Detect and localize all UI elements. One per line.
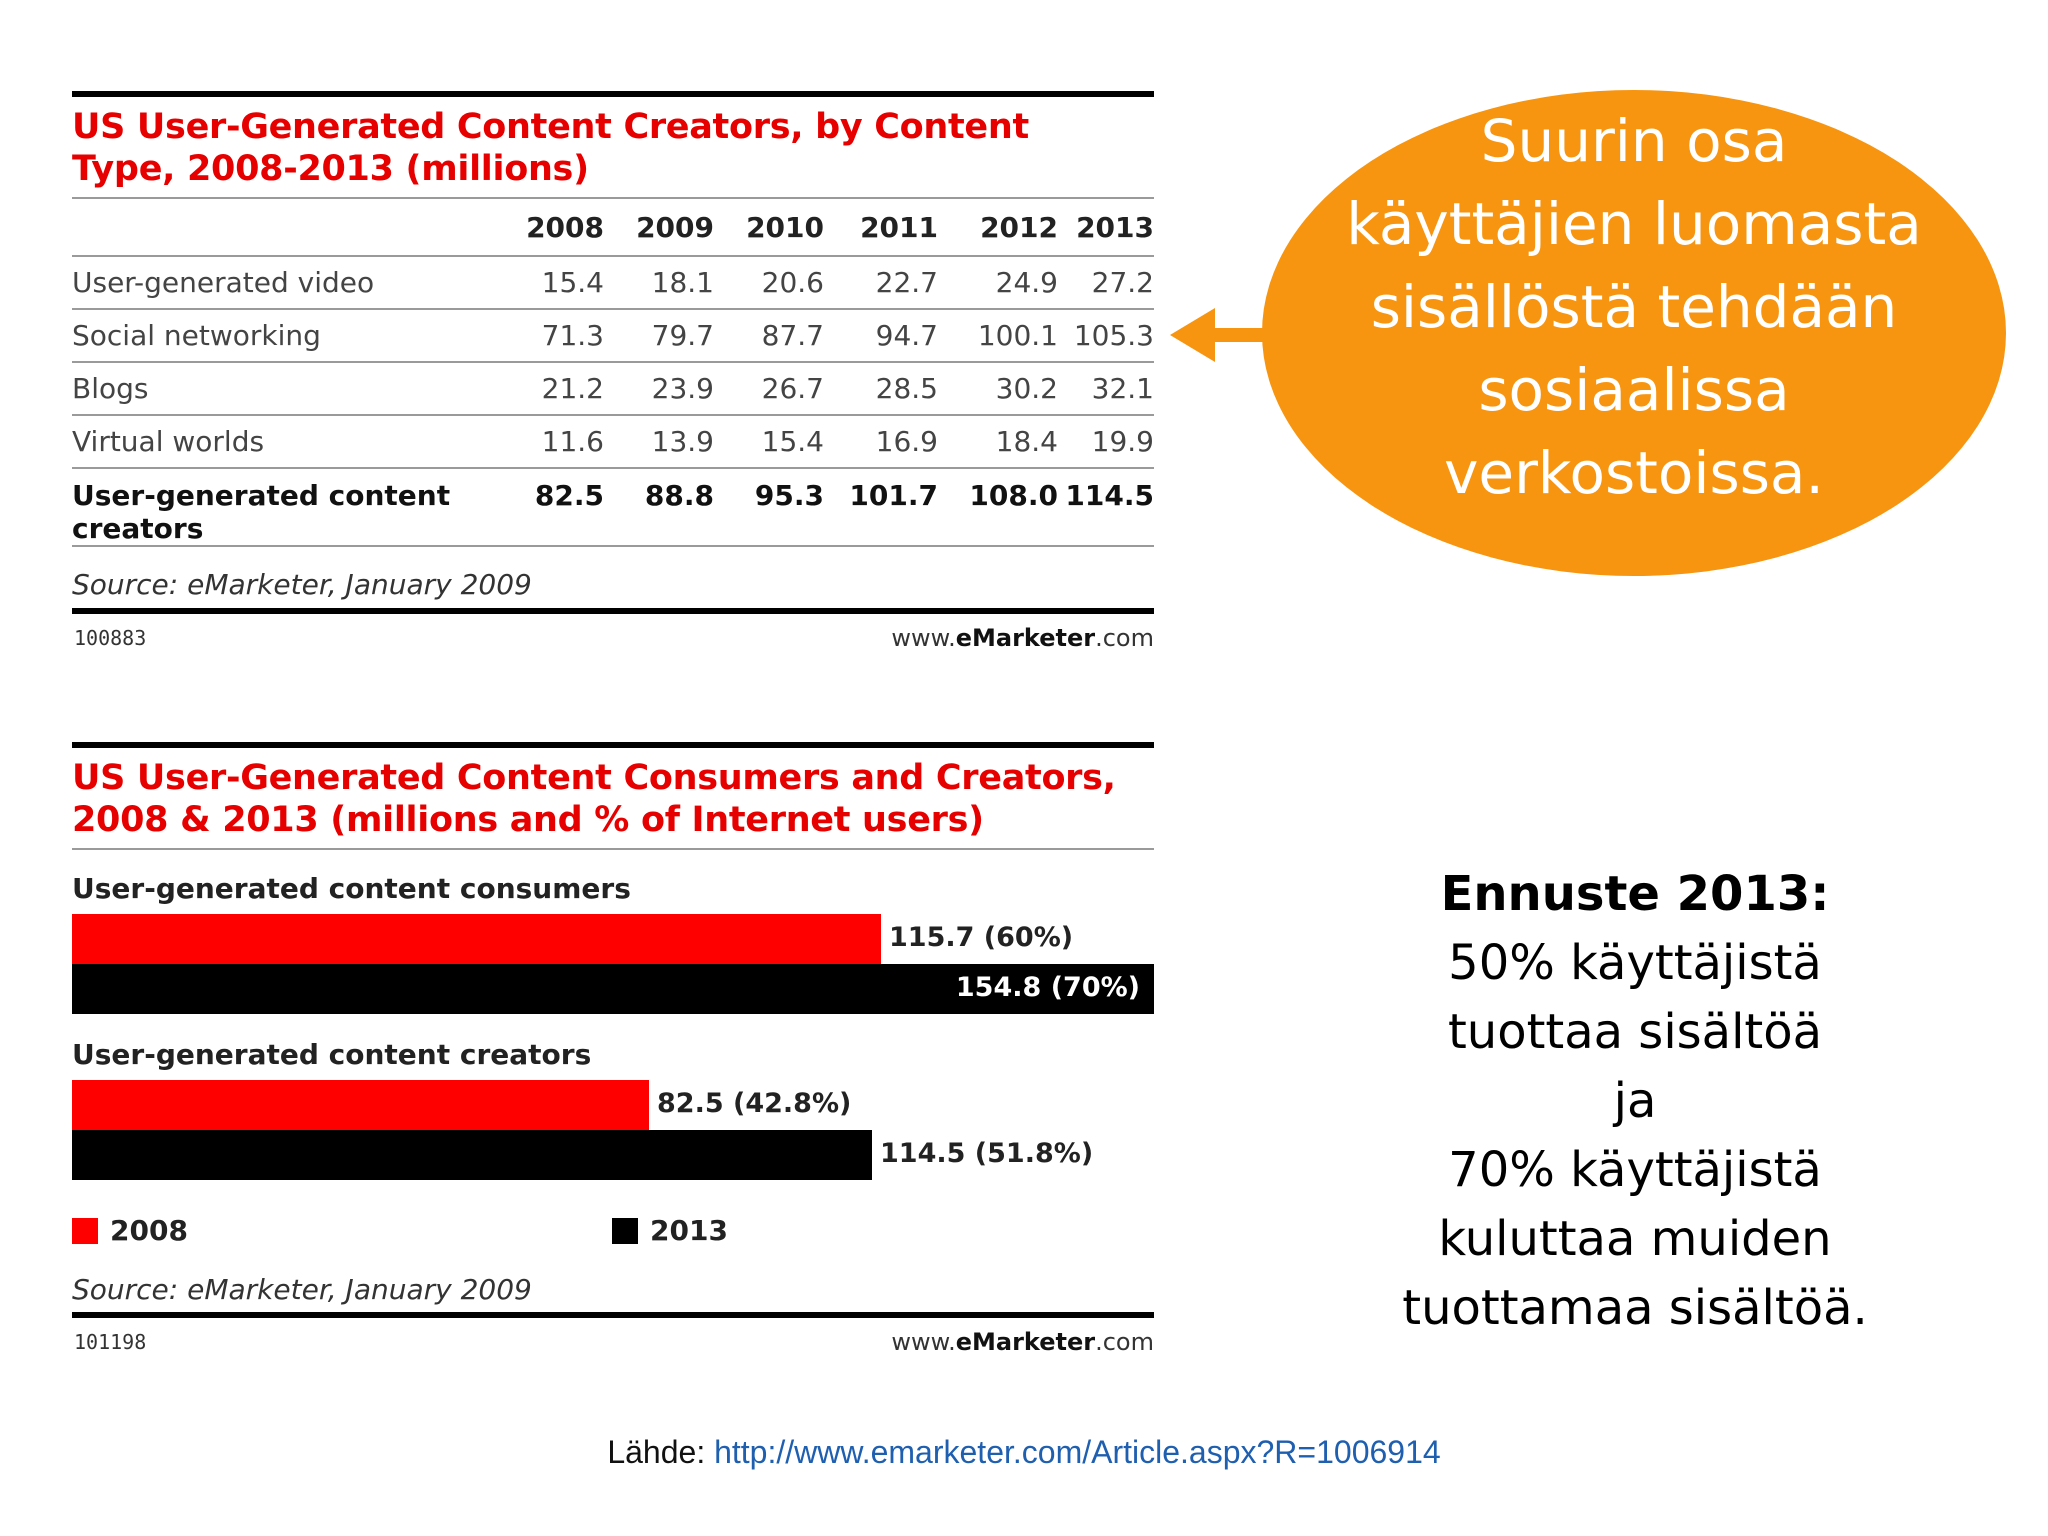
callout-line: verkostoissa. xyxy=(1444,439,1824,507)
table-row xyxy=(72,415,1154,468)
table-cell: 15.4 xyxy=(714,415,824,468)
top-rule xyxy=(72,91,1154,97)
bar-chart-title xyxy=(72,757,1154,841)
table-cell: 94.7 xyxy=(824,309,938,362)
callout-line: sisällöstä tehdään xyxy=(1370,273,1898,341)
total-label-line2: creators xyxy=(72,512,204,545)
brand-name: eMarketer xyxy=(955,1328,1096,1356)
col-header: 2010 xyxy=(714,199,824,256)
brand-prefix: www. xyxy=(891,1328,956,1356)
table-cell: 18.4 xyxy=(938,415,1058,468)
table-chart-brand xyxy=(891,624,1154,652)
forecast-line: kuluttaa muiden xyxy=(1438,1211,1832,1267)
bar-chart-brand xyxy=(891,1328,1154,1356)
bar-value-label: 115.7 (60%) xyxy=(889,922,1074,953)
total-cell: 108.0 xyxy=(938,468,1058,546)
bottom-rule xyxy=(72,608,1154,614)
source-line xyxy=(0,1434,2048,1471)
brand-suffix: .com xyxy=(1095,1328,1154,1356)
callout-line: Suurin osa xyxy=(1480,107,1788,175)
callout-line: käyttäjien luomasta xyxy=(1346,190,1922,258)
bar-2008-consumers xyxy=(72,914,881,964)
table-cell: 32.1 xyxy=(1058,362,1154,415)
table-cell: 16.9 xyxy=(824,415,938,468)
table-cell: 15.4 xyxy=(484,256,604,309)
total-cell: 101.7 xyxy=(824,468,938,546)
forecast-line: ja xyxy=(1613,1073,1657,1129)
brand-suffix: .com xyxy=(1095,624,1154,652)
bar-2013-creators xyxy=(72,1130,872,1180)
brand-prefix: www. xyxy=(891,624,956,652)
bar-chart-source: Source: eMarketer, January 2009 xyxy=(72,1273,532,1306)
total-cell: 114.5 xyxy=(1058,468,1154,546)
table-cell: 13.9 xyxy=(604,415,714,468)
legend-swatch-2013 xyxy=(612,1218,638,1244)
table-row xyxy=(72,256,1154,309)
table-header-row xyxy=(72,199,1154,256)
table-cell: 18.1 xyxy=(604,256,714,309)
table-cell: 26.7 xyxy=(714,362,824,415)
table-cell: 87.7 xyxy=(714,309,824,362)
bar-chart-title-line2: 2008 & 2013 (millions and % of Internet users) xyxy=(72,800,984,840)
row-label: Virtual worlds xyxy=(72,415,484,468)
table-cell: 22.7 xyxy=(824,256,938,309)
table-cell: 105.3 xyxy=(1058,309,1154,362)
callout-line: sosiaalissa xyxy=(1478,356,1790,424)
table-cell: 79.7 xyxy=(604,309,714,362)
callout-text xyxy=(1262,100,2006,515)
bar-value-label: 114.5 (51.8%) xyxy=(880,1138,1094,1169)
row-label: User-generated video xyxy=(72,256,484,309)
table-cell: 24.9 xyxy=(938,256,1058,309)
legend-label-2013: 2013 xyxy=(650,1214,728,1247)
total-cell: 82.5 xyxy=(484,468,604,546)
total-cell: 88.8 xyxy=(604,468,714,546)
row-label: Blogs xyxy=(72,362,484,415)
table-header-blank xyxy=(72,199,484,256)
arrow-head-icon xyxy=(1170,308,1215,362)
table-cell: 28.5 xyxy=(824,362,938,415)
bar-chart-id: 101198 xyxy=(74,1330,147,1354)
table-chart-source: Source: eMarketer, January 2009 xyxy=(72,568,532,601)
legend-swatch-2008 xyxy=(72,1218,98,1244)
forecast-line: tuottamaa sisältöä. xyxy=(1402,1280,1868,1336)
col-header: 2011 xyxy=(824,199,938,256)
table-cell: 21.2 xyxy=(484,362,604,415)
legend-label-2008: 2008 xyxy=(110,1214,188,1247)
col-header: 2013 xyxy=(1058,199,1154,256)
total-label-line1: User-generated content xyxy=(72,479,451,512)
table-row xyxy=(72,309,1154,362)
table-total-row xyxy=(72,468,1154,546)
table-cell: 30.2 xyxy=(938,362,1058,415)
table-row xyxy=(72,362,1154,415)
total-cell: 95.3 xyxy=(714,468,824,546)
forecast-line: 70% käyttäjistä xyxy=(1448,1142,1822,1198)
brand-name: eMarketer xyxy=(955,624,1096,652)
forecast-line: tuottaa sisältöä xyxy=(1447,1004,1823,1060)
table-chart-title-line2: Type, 2008-2013 (millions) xyxy=(72,149,589,189)
table-cell: 20.6 xyxy=(714,256,824,309)
creators-table xyxy=(72,199,1154,547)
bar-value-label: 154.8 (70%) xyxy=(955,972,1140,1003)
source-label: Lähde: xyxy=(607,1434,706,1470)
forecast-heading: Ennuste 2013: xyxy=(1440,866,1830,922)
table-chart-title xyxy=(72,106,1154,190)
row-label: Social networking xyxy=(72,309,484,362)
title-rule xyxy=(72,848,1154,850)
table-cell: 23.9 xyxy=(604,362,714,415)
bar-2008-creators xyxy=(72,1080,649,1130)
bar-chart-title-line1: US User-Generated Content Consumers and Creators, xyxy=(72,758,1116,798)
top-rule xyxy=(72,742,1154,748)
group-label-consumers: User-generated content consumers xyxy=(72,872,631,905)
forecast-line: 50% käyttäjistä xyxy=(1448,935,1822,991)
forecast-block xyxy=(1370,860,1900,1343)
col-header: 2008 xyxy=(484,199,604,256)
table-cell: 27.2 xyxy=(1058,256,1154,309)
table-cell: 19.9 xyxy=(1058,415,1154,468)
bar-value-label: 82.5 (42.8%) xyxy=(657,1088,852,1119)
col-header: 2009 xyxy=(604,199,714,256)
table-cell: 11.6 xyxy=(484,415,604,468)
table-cell: 71.3 xyxy=(484,309,604,362)
table-chart-id: 100883 xyxy=(74,626,147,650)
bottom-rule xyxy=(72,1312,1154,1318)
table-chart-title-line1: US User-Generated Content Creators, by Content xyxy=(72,107,1029,147)
source-link[interactable]: http://www.emarketer.com/Article.aspx?R=1006914 xyxy=(714,1434,1441,1470)
total-label xyxy=(72,468,484,546)
group-label-creators: User-generated content creators xyxy=(72,1038,592,1071)
table-cell: 100.1 xyxy=(938,309,1058,362)
col-header: 2012 xyxy=(938,199,1058,256)
